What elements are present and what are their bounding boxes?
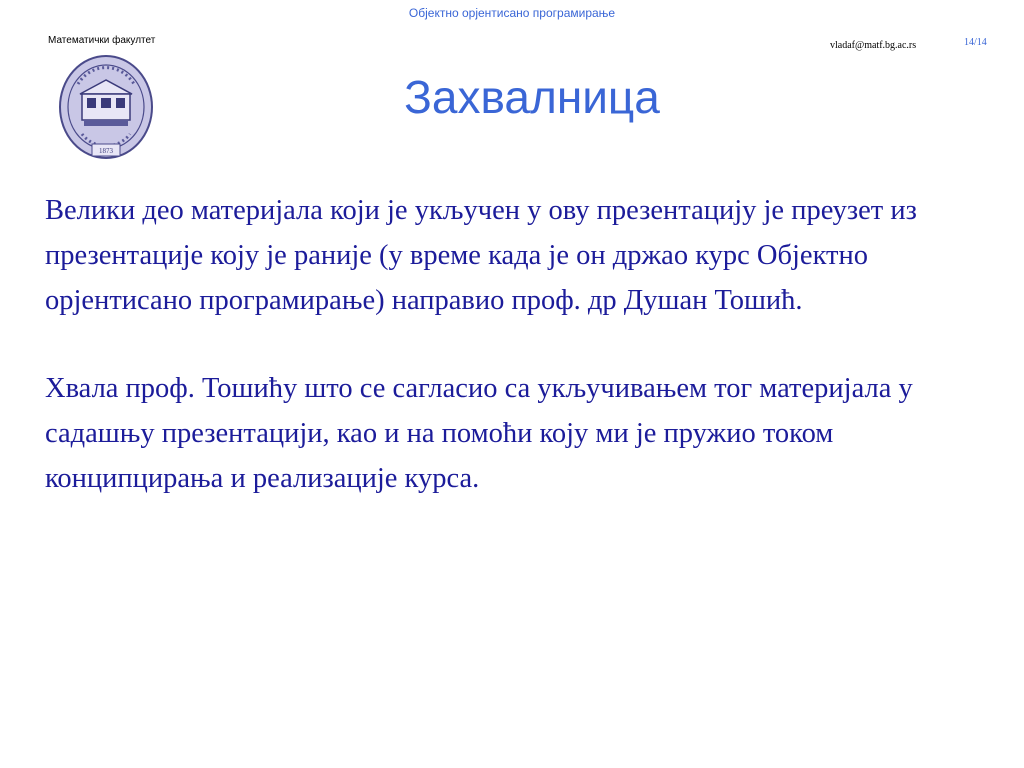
paragraph-2: Хвала проф. Тошићу што се сагласио са укључивањем тог материјала у садашњу презентацији, као и на помоћи коју ми је пружио током конципцирања и реализације курса. [45, 373, 913, 494]
slide-title: Захвалница [404, 71, 660, 123]
paragraph-1: Велики део материјала који је укључен у ову презентацију је преузет из презентације коју је раније (у време када је он држао курс Објектно орјентисано програмирање) направио проф. др Душан Тошић. [45, 195, 917, 316]
course-title-header: Објектно орјентисано програмирање [408, 6, 616, 20]
faculty-label: Математички факултет [48, 35, 156, 46]
slide-body [45, 188, 995, 501]
seal-year: 1873 [99, 147, 113, 155]
author-email: vladaf@matf.bg.ac.rs [830, 40, 917, 51]
page-number: 14/14 [964, 37, 987, 48]
